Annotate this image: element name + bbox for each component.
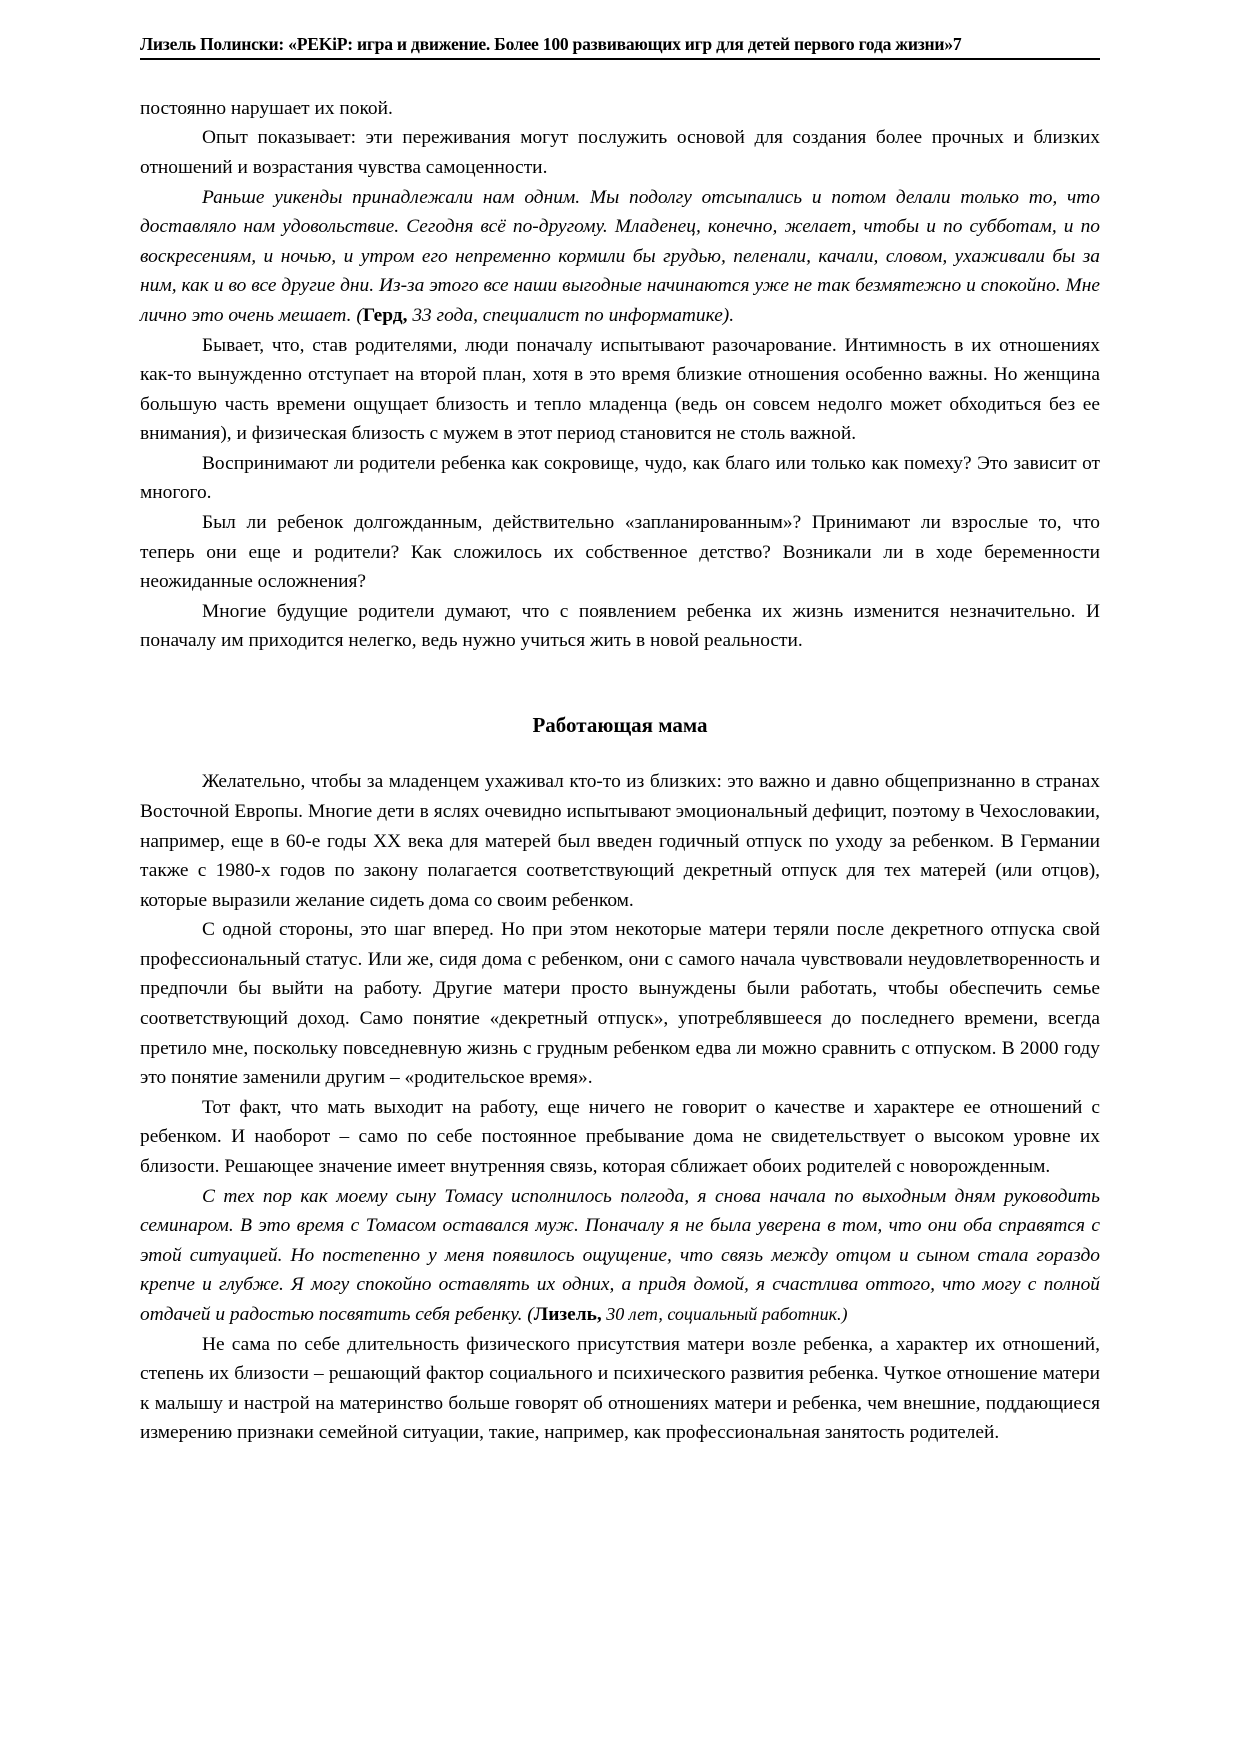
running-header-title: Лизель Полински: «PEKiP: игра и движение. Более 100 развивающих игр для детей первого года жизни»: [140, 34, 953, 54]
paragraph-5: Многие будущие родители думают, что с появлением ребенка их жизнь изменится незначительно. И поначалу им приходится нелегко, ведь нужно учиться жить в новой реальности.: [140, 600, 1100, 652]
paragraph-9: Не сама по себе длительность физического присутствия матери возле ребенка, а характер их отношений, степень их близости – решающий фактор социального и психического развития ребенка. Чуткое отношение матери к малышу и настрой на материнство больше говорят об отношениях матери и ребенка, чем внешние, поддающиеся измерению признаки семейной ситуации, такие, например, как профессиональная занятость родителей.: [140, 1333, 1100, 1444]
heading-spacer-before: [140, 656, 1100, 682]
paragraph-4: Был ли ребенок долгожданным, действительно «запланированным»? Принимают ли взрослые то, что теперь они еще и родители? Как сложилось их собственное детство? Возникали ли в ходе беременности неожиданные осложнения?: [140, 512, 1100, 593]
heading-spacer-after: [140, 739, 1100, 767]
paragraph-3: Воспринимают ли родители ребенка как сокровище, чудо, как благо или только как помеху? Это зависит от многого.: [140, 452, 1100, 504]
page-number: 7: [952, 34, 962, 54]
body-text: [140, 94, 1100, 1448]
paragraph-continuation: постоянно нарушает их покой.: [140, 97, 393, 119]
running-header: [140, 34, 1100, 60]
page-content-column: [140, 34, 1100, 1448]
quote-2-attrib-rest: 30 лет, социальный работник.): [601, 1304, 848, 1325]
section-heading: Работающая мама: [532, 713, 708, 738]
quote-block-1: [140, 183, 1100, 331]
quote-2-attrib-name: Лизель,: [533, 1304, 602, 1326]
quote-block-2: [140, 1182, 1100, 1330]
paragraph-8: Тот факт, что мать выходит на работу, еще ничего не говорит о качестве и характере ее отношений с ребенком. И наоборот – само по себе постоянное пребывание дома не свидетельствует о высоком уровне их близости. Решающее значение имеет внутренняя связь, которая сближает обоих родителей с новорожденным.: [140, 1096, 1100, 1178]
paragraph-7: С одной стороны, это шаг вперед. Но при этом некоторые матери теряли после декретного отпуска свой профессиональный статус. Или же, сидя дома с ребенком, они с самого начала чувствовали неудовлетворенность и предпочли бы выйти на работу. Другие матери просто вынуждены были работать, чтобы обеспечить семье соответствующий доход. Само понятие «декретный отпуск», употреблявшееся до последнего времени, всегда претило мне, поскольку повседневную жизнь с грудным ребенком едва ли можно сравнить с отпуском. В 2000 году это понятие заменили другим – «родительское время».: [140, 919, 1100, 1089]
quote-1-text: Раньше уикенды принадлежали нам одним. Мы подолгу отсыпались и потом делали только то, что доставляло нам удовольствие. Сегодня всё по-другому. Младенец, конечно, желает, чтобы и по субботам, и по воскресениям, и ночью, и утром его непременно кормили бы грудью, пеленали, качали, словом, ухаживали бы за ним, как и во все другие дни. Из-за этого все наши выгодные начинаются уже не так безмятежно и спокойно. Мне лично это очень мешает. (: [140, 186, 1100, 326]
quote-1-attrib-name: Герд,: [362, 304, 408, 326]
paragraph-6: Желательно, чтобы за младенцем ухаживал кто-то из близких: это важно и давно общепризнанно в странах Восточной Европы. Многие дети в яслях очевидно испытывают эмоциональный дефицит, поэтому в Чехословакии, например, еще в 60-е годы XX века для матерей был введен годичный отпуск по уходу за ребенком. В Германии также с 1980-х годов по закону полагается соответствующий декретный отпуск для тех матерей (или отцов), которые выразили желание сидеть дома со своим ребенком.: [140, 771, 1100, 911]
paragraph-2: Бывает, что, став родителями, люди поначалу испытывают разочарование. Интимность в их отношениях как-то вынужденно отступает на второй план, хотя в это время близкие отношения особенно важны. Но женщина большую часть времени ощущает близость и тепло младенца (ведь он совсем недолго может обходиться без ее внимания), и физическая близость с мужем в этот период становится не столь важной.: [140, 334, 1100, 445]
quote-2-text: С тех пор как моему сыну Томасу исполнилось полгода, я снова начала по выходным дням руководить семинаром. В это время с Томасом оставался муж. Поначалу я не была уверена в том, что они оба справятся с этой ситуацией. Но постепенно у меня появилось ощущение, что связь между отцом и сыном стала гораздо крепче и глубже. Я могу спокойно оставлять их одних, а придя домой, я счастлива оттого, что могу с полной отдачей и радостью посвятить себя ребенку. (: [140, 1185, 1100, 1326]
running-header-line: [140, 34, 1100, 55]
quote-1-attrib-rest: 33 года, специалист по информатике).: [407, 304, 735, 326]
paragraph-1: Опыт показывает: эти переживания могут послужить основой для создания более прочных и близких отношений и возрастания чувства самоценности.: [140, 127, 1100, 178]
